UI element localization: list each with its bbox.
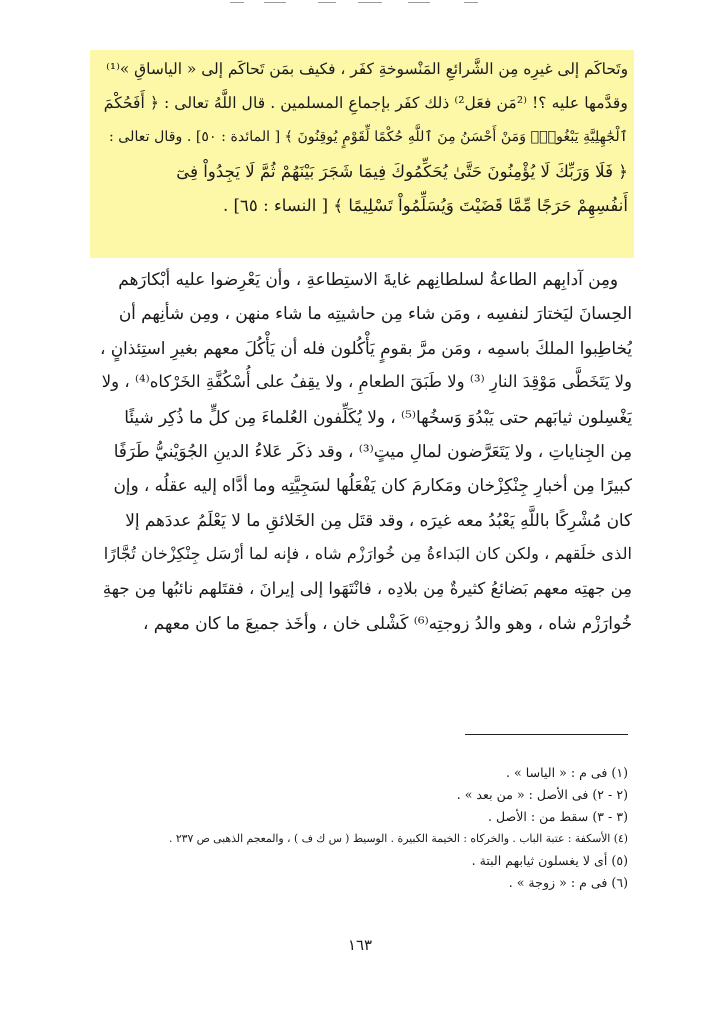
highlighted-line: ٱلْجَٰهِلِيَّةِ يَبْغُونَۚ وَمَنْ أَحْسَنُ مِنَ ٱللَّهِ حُكْمًا لِّقَوْمٍ يُوقِنُونَ ﴾ [ المائدة : ٥٠] . وقال تعالى : bbox=[109, 129, 628, 146]
footnote-separator bbox=[465, 734, 628, 735]
footnote: (٣ - ٣) سقط من : الأصل . bbox=[487, 809, 628, 824]
footnote: (٢ - ٢) فى الأصل : « من بعد » . bbox=[456, 787, 628, 802]
footnotes bbox=[170, 762, 628, 894]
body-line: ولا يَتَخَطَّى مَوْقِدَ النارِ ⁽³⁾ ولا طَبَقَ الطعامِ ، ولا يقِفُ على أُسْكُفَّةِ الخَرْكاه⁽⁴⁾ ، ولا bbox=[101, 372, 632, 392]
scan-header-marks bbox=[230, 2, 530, 6]
body-line: كان مُشْرِكًا باللَّهِ يَعْبُدُ معه غيرَه ، وقد قتَل مِن الخَلائقِ ما لا يَعْلَمُ عددَهم إلا bbox=[125, 509, 632, 530]
body-line: الحِسانَ ليَختارَ لنفسِه ، ومَن شاء مِن حاشيتِه ما شاء منهن ، ومِن شأنِهم أن bbox=[118, 303, 632, 324]
body-line: مِن الجِناياتِ ، ولا يَتَعَرَّضون لمالِ ميتٍ⁽³⁾ ، وقد ذكَر عَلاءُ الدينِ الجُوَيْنيُّ طَرَفًا bbox=[113, 440, 632, 461]
footnote: (٦) فى م : « زوجة » . bbox=[508, 875, 628, 890]
body-line: يُخاطِبوا الملكَ باسمِه ، ومَن مرَّ بقومٍ يَأْكُلون فله أن يَأْكُلَ معهم بغيرِ استِئذانٍ ، bbox=[99, 337, 632, 358]
highlighted-line: أَنفُسِهِمْ حَرَجًا مِّمَّا قَضَيْتَ وَيُسَلِّمُواْ تَسْلِيمًا ﴾ [ النساء : ٦٥] . bbox=[222, 195, 628, 215]
highlighted-line: وتَحاكَم إلى غيرِه مِن الشَّرائعِ المَنْسوخةِ كفَر ، فكيف بمَن تَحاكَم إلى « الياساقِ »⁽¹⁾ bbox=[106, 60, 628, 78]
highlighted-line: وقدَّمها عليه ؟! ⁽²مَن فعَل²⁾ ذلك كفَر بإجماعِ المسلمين . قال اللَّهُ تعالى : ﴿ أَفَحُكْمَ bbox=[103, 93, 628, 113]
body-line: مِن جهتِه معهم بَضائعُ كثيرةٌ مِن بلادِه ، فانْتَهَوا إلى إيرانَ ، فقتَلهم نائبُها مِن جهةِ bbox=[102, 578, 632, 598]
highlighted-passage bbox=[100, 52, 628, 223]
footnote: (١) فى م : « الياسا » . bbox=[506, 765, 628, 780]
page-number: ١٦٣ bbox=[347, 936, 373, 954]
body-line: يَغْسِلون ثيابَهم حتى يَبْدُوَ وَسخُها⁽⁵⁾ ، ولا يُكَلِّفون العُلماءَ مِن كلٍّ ما ذُكِر شيئًا bbox=[124, 406, 632, 427]
highlighted-line: ﴿ فَلَا وَرَبِّكَ لَا يُؤْمِنُونَ حَتَّىٰ يُحَكِّمُوكَ فِيمَا شَجَرَ بَيْنَهُمْ ثُمَّ لَا يَجِدُواْ فِىٓ bbox=[176, 161, 628, 181]
body-paragraph bbox=[98, 262, 632, 640]
footnote: (٤) الأسكفة : عتبة الباب . والخركاه : الخيمة الكبيرة . الوسيط ( س ك ف ) ، والمعجم الذهبى ص ٢٣٧ . bbox=[168, 832, 628, 845]
footnote: (٥) أى لا يغسلون ثيابهم البتة . bbox=[471, 853, 628, 868]
body-line: خُوارَزْم شاه ، وهو والدُ زوجتِه⁽⁶⁾ كَشْلى خان ، وأخَذ جميعَ ما كان معهم ، bbox=[143, 612, 632, 633]
body-line: ومِن آدابِهم الطاعةُ لسلطانِهم غايةَ الاستِطاعةِ ، وأن يَعْرِضوا عليه أبْكارَهم bbox=[118, 269, 618, 289]
body-line: كبيرًا مِن أخبارِ جِنْكِزْخان ومَكارمَ كان يَفْعَلُها لسَجِيَّتِه وما أدَّاه إليه عقلُه ، وإن bbox=[113, 475, 632, 496]
body-line: الذى خلَقهم ، ولكن كان البَداءةُ مِن خُوارَزْم شاه ، فإنه لما أرْسَل جِنْكِزْخان تُجَّارًا bbox=[103, 544, 632, 564]
